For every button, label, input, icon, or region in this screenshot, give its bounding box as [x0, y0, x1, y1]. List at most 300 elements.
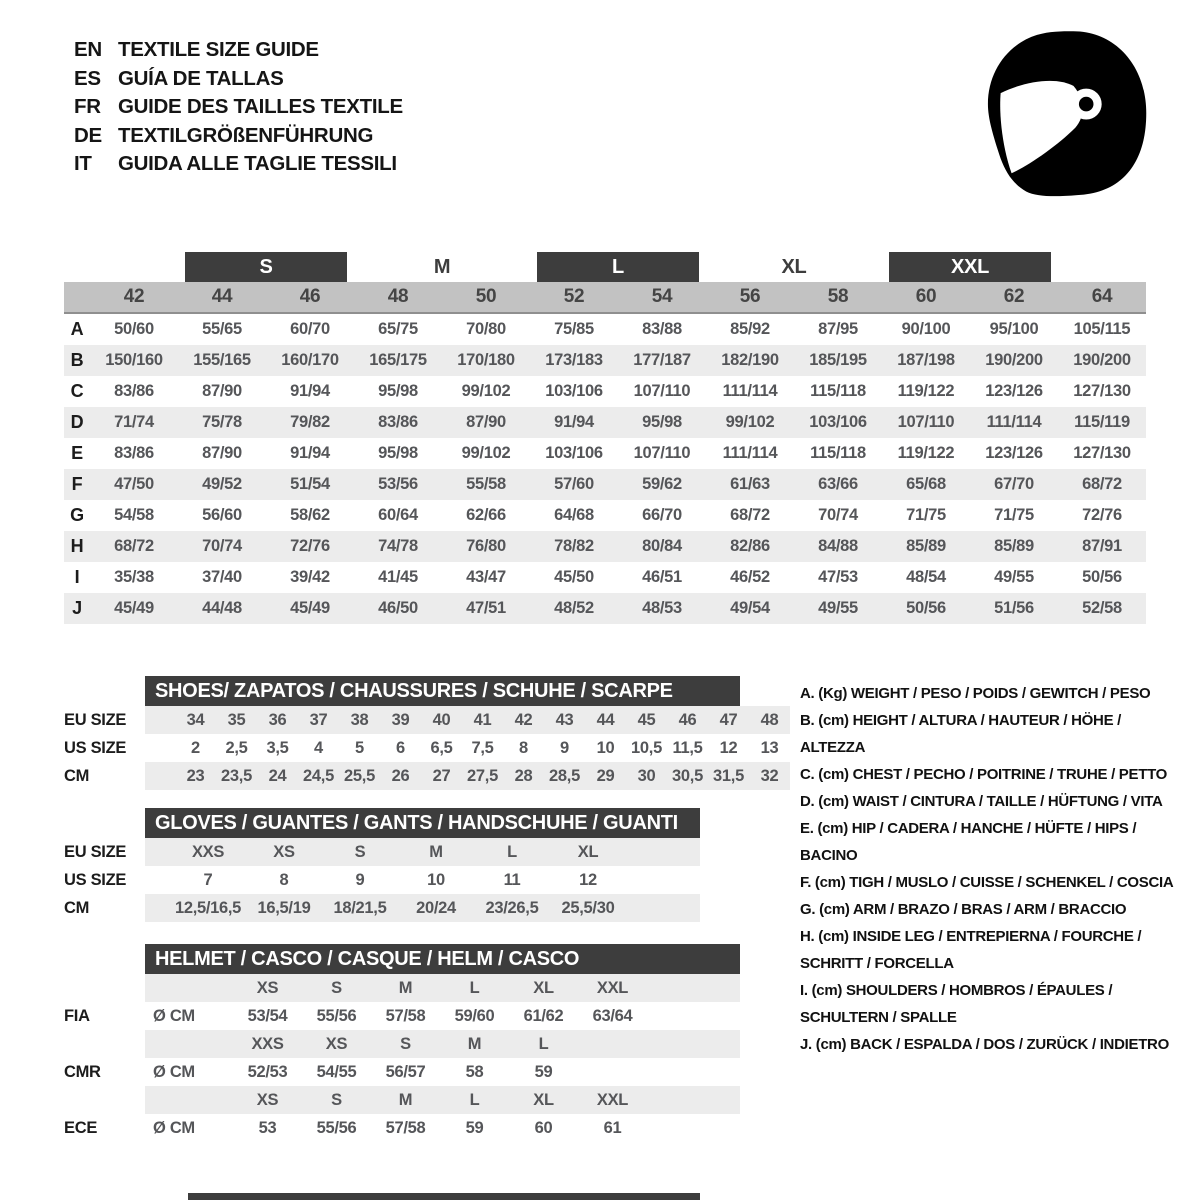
measurement-cell: 71/75 [906, 506, 946, 524]
measurement-cell: 119/122 [897, 444, 955, 462]
size-number-row [64, 282, 1146, 314]
measurement-cell: 107/110 [897, 413, 955, 431]
measurement-cell: 90/100 [901, 320, 951, 338]
size-value-cell: XL [577, 842, 599, 861]
measurement-cell: 127/130 [1073, 444, 1131, 462]
measurement-cell: 65/68 [906, 475, 946, 493]
helmet-size-section [64, 944, 804, 1142]
measurement-cell: 67/70 [994, 475, 1034, 493]
size-value-cell: XXL [596, 978, 629, 997]
measurement-cell: 46/52 [730, 568, 770, 586]
cropped-next-section-bar [188, 1193, 700, 1200]
size-value-cell: 3,5 [266, 738, 289, 757]
size-value-cell: 11,5 [672, 738, 703, 757]
measurement-cell: 66/70 [642, 506, 682, 524]
measurement-cell: 83/86 [114, 444, 154, 462]
measurement-row [64, 376, 1146, 407]
measurement-cell: 83/86 [114, 382, 154, 400]
size-value-cell: 53 [258, 1118, 277, 1137]
legend-item: F. (cm) TIGH / MUSLO / CUISSE / SCHENKEL / COSCIA [800, 874, 1174, 891]
measurement-cell: 182/190 [721, 351, 779, 369]
size-value-cell: M [398, 978, 413, 997]
measurement-cell: 49/55 [818, 599, 858, 617]
measurement-cell: 48/52 [554, 599, 594, 617]
helmet-size-row [64, 1086, 740, 1114]
measurement-cell: 60/64 [378, 506, 418, 524]
measurement-cell: 79/82 [290, 413, 330, 431]
language-code: DE [74, 123, 102, 147]
measurement-cell: 83/88 [642, 320, 682, 338]
measurement-cell: 160/170 [281, 351, 339, 369]
legend-item: A. (Kg) WEIGHT / PESO / POIDS / GEWITCH / PESO [800, 685, 1151, 702]
measurement-cell: 68/72 [1082, 475, 1122, 493]
gloves-section-title: GLOVES / GUANTES / GANTS / HANDSCHUHE / GUANTI [145, 808, 700, 838]
size-number: 58 [827, 286, 849, 307]
measurement-cell: 170/180 [457, 351, 515, 369]
size-number: 50 [475, 286, 497, 307]
section-row-label: EU SIZE [64, 710, 127, 729]
measurement-row-label: J [72, 598, 82, 618]
measurement-cell: 61/63 [730, 475, 770, 493]
size-value-cell: 23,5 [221, 766, 252, 785]
spacer [64, 252, 178, 282]
size-value-cell: 11 [503, 870, 521, 889]
size-value-cell: 39 [391, 710, 410, 729]
size-value-cell: XS [256, 978, 279, 997]
measurement-cell: 87/91 [1082, 537, 1122, 555]
measurement-cell: 82/86 [730, 537, 770, 555]
measurement-cell: 68/72 [730, 506, 770, 524]
size-value-cell: 16,5/19 [257, 898, 311, 917]
size-number: 44 [211, 286, 233, 307]
measurement-cell: 84/88 [818, 537, 858, 555]
size-value-cell: 61 [603, 1118, 622, 1137]
shoes-section-title: SHOES/ ZAPATOS / CHAUSSURES / SCHUHE / SCARPE [145, 676, 740, 706]
size-value-cell: XL [533, 1090, 554, 1109]
size-number: 60 [915, 286, 937, 307]
measurement-cell: 58/62 [290, 506, 330, 524]
measurement-cell: 76/80 [466, 537, 506, 555]
size-number: 52 [563, 286, 585, 307]
measurement-cell: 48/54 [906, 568, 946, 586]
section-row-values [145, 866, 700, 894]
size-group-label: XL [781, 255, 807, 278]
measurement-cell: 55/58 [466, 475, 506, 493]
measurement-cell: 119/122 [897, 382, 955, 400]
size-value-cell: 37 [309, 710, 328, 729]
language-row [74, 122, 403, 151]
size-group-header-row [64, 252, 1146, 282]
measurement-cell: 187/198 [897, 351, 955, 369]
size-value-cell: M [429, 842, 443, 861]
section-row-label: CM [64, 766, 90, 785]
measurement-cell: 71/74 [114, 413, 154, 431]
size-group-label: M [433, 255, 451, 278]
language-code: EN [74, 38, 102, 62]
unit-cell: Ø CM [153, 1006, 195, 1025]
size-value-cell: 63/64 [592, 1006, 633, 1025]
size-value-cell: 32 [760, 766, 779, 785]
section-row-values [145, 1086, 740, 1114]
size-value-cell: XL [533, 978, 554, 997]
measurement-cell: 78/82 [554, 537, 594, 555]
legend-item: H. (cm) INSIDE LEG / ENTREPIERNA / FOURCHE / SCHRITT / FORCELLA [800, 928, 1142, 972]
measurement-cell: 60/70 [290, 320, 330, 338]
measurement-cell: 83/86 [378, 413, 418, 431]
size-value-cell: M [398, 1090, 413, 1109]
measurement-row-label: F [71, 474, 83, 494]
measurement-row-label: A [70, 319, 84, 339]
size-value-cell: 10 [596, 738, 615, 757]
legend-item: I. (cm) SHOULDERS / HOMBROS / ÉPAULES / SCHULTERN / SPALLE [800, 982, 1113, 1026]
section-row-label [64, 1086, 145, 1114]
helmet-size-row [64, 974, 740, 1002]
size-value-cell: 10 [427, 870, 445, 889]
size-value-cell: 9 [355, 870, 365, 889]
measurement-cell: 177/187 [633, 351, 691, 369]
gloves-size-row [64, 866, 700, 894]
size-value-cell: 38 [350, 710, 369, 729]
size-value-cell: 60 [534, 1118, 553, 1137]
helmet-section-title: HELMET / CASCO / CASQUE / HELM / CASCO [145, 944, 740, 974]
size-value-cell: 47 [719, 710, 738, 729]
measurement-cell: 45/50 [554, 568, 594, 586]
size-value-cell: 61/62 [523, 1006, 564, 1025]
measurement-cell: 47/51 [466, 599, 506, 617]
measurement-cell: 51/54 [290, 475, 330, 493]
textile-size-table [64, 252, 1146, 624]
section-row-values [145, 894, 700, 922]
size-value-cell: 10,5 [631, 738, 662, 757]
language-row [74, 36, 403, 65]
measurement-cell: 50/60 [114, 320, 154, 338]
measurement-row-label: H [70, 536, 84, 556]
gloves-size-section [64, 808, 764, 922]
shoes-size-row [64, 734, 790, 762]
measurement-cell: 35/38 [114, 568, 154, 586]
size-value-cell: 59/60 [454, 1006, 495, 1025]
section-row-values [145, 706, 790, 734]
legend-item: E. (cm) HIP / CADERA / HANCHE / HÜFTE / HIPS / BACINO [800, 820, 1137, 864]
measurement-cell: 87/90 [466, 413, 506, 431]
size-value-cell: 6,5 [430, 738, 453, 757]
helmet-size-row [64, 1030, 740, 1058]
size-value-cell: 27,5 [467, 766, 498, 785]
size-value-cell: 41 [473, 710, 492, 729]
section-row-label: US SIZE [64, 738, 127, 757]
size-value-cell: XS [273, 842, 295, 861]
measurement-cell: 49/52 [202, 475, 242, 493]
measurement-cell: 80/84 [642, 537, 682, 555]
size-value-cell: 53/54 [247, 1006, 288, 1025]
size-value-cell: S [400, 1034, 411, 1053]
language-title: GUIDA ALLE TAGLIE TESSILI [118, 152, 397, 176]
measurement-legend [800, 680, 1182, 1058]
measurement-cell: 95/98 [378, 382, 418, 400]
size-value-cell: 40 [432, 710, 451, 729]
size-value-cell [578, 1030, 647, 1058]
size-value-cell: S [354, 842, 366, 861]
size-value-cell: 57/58 [385, 1118, 426, 1137]
spacer [64, 282, 90, 312]
measurement-cell: 85/89 [994, 537, 1034, 555]
legend-item: D. (cm) WAIST / CINTURA / TAILLE / HÜFTUNG / VITA [800, 793, 1163, 810]
language-title: GUIDE DES TAILLES TEXTILE [118, 95, 403, 119]
measurement-cell: 127/130 [1073, 382, 1131, 400]
section-row-label [64, 974, 145, 1002]
measurement-cell: 99/102 [461, 444, 511, 462]
measurement-cell: 46/51 [642, 568, 682, 586]
size-value-cell: S [331, 978, 342, 997]
measurement-row-label: G [70, 505, 84, 525]
measurement-cell: 99/102 [725, 413, 775, 431]
measurement-cell: 70/74 [818, 506, 858, 524]
measurement-cell: 72/76 [1082, 506, 1122, 524]
measurement-cell: 55/65 [202, 320, 242, 338]
size-value-cell: 25,5 [344, 766, 375, 785]
measurement-cell: 87/90 [202, 444, 242, 462]
measurement-cell: 123/126 [985, 444, 1043, 462]
language-row [74, 93, 403, 122]
size-group-label: XXL [889, 252, 1051, 282]
size-value-cell: 8 [519, 738, 528, 757]
size-value-cell: 12 [719, 738, 738, 757]
measurement-cell: 99/102 [461, 382, 511, 400]
measurement-cell: 91/94 [290, 444, 330, 462]
size-value-cell: 7 [203, 870, 213, 889]
size-value-cell: 29 [596, 766, 615, 785]
measurement-row [64, 345, 1146, 376]
size-value-cell: 12 [579, 870, 597, 889]
size-value-cell: 31,5 [713, 766, 744, 785]
size-group-label: L [537, 252, 699, 282]
section-row-label: US SIZE [64, 870, 127, 889]
measurement-cell: 107/110 [633, 382, 691, 400]
size-value-cell: 46 [678, 710, 697, 729]
size-value-cell: 56/57 [385, 1062, 426, 1081]
measurement-cell: 155/165 [193, 351, 251, 369]
size-number: 62 [1003, 286, 1025, 307]
measurement-cell: 165/175 [369, 351, 427, 369]
size-value-cell: 35 [227, 710, 246, 729]
section-row-values [145, 974, 740, 1002]
measurement-cell: 87/90 [202, 382, 242, 400]
size-value-cell: 55/56 [316, 1006, 357, 1025]
helmet-size-row [64, 1002, 740, 1030]
unit-cell: Ø CM [153, 1118, 195, 1137]
size-value-cell: L [507, 842, 517, 861]
measurement-row [64, 593, 1146, 624]
measurement-cell: 39/42 [290, 568, 330, 586]
measurement-cell: 44/48 [202, 599, 242, 617]
size-value-cell: 48 [760, 710, 779, 729]
measurement-cell: 50/56 [1082, 568, 1122, 586]
size-number: 42 [123, 286, 145, 307]
measurement-cell: 57/60 [554, 475, 594, 493]
size-value-cell: 44 [596, 710, 615, 729]
size-number: 46 [299, 286, 321, 307]
size-value-cell: 2,5 [225, 738, 248, 757]
size-value-cell: S [331, 1090, 342, 1109]
size-value-cell: XXL [596, 1090, 629, 1109]
helmet-size-row [64, 1114, 740, 1142]
measurement-cell: 95/98 [378, 444, 418, 462]
measurement-cell: 91/94 [290, 382, 330, 400]
size-value-cell: 30,5 [672, 766, 703, 785]
measurement-cell: 50/56 [906, 599, 946, 617]
measurement-cell: 185/195 [809, 351, 867, 369]
size-value-cell: 27 [432, 766, 451, 785]
measurement-cell: 111/114 [722, 444, 778, 462]
section-row-label: CM [64, 898, 90, 917]
size-value-cell: 20/24 [416, 898, 456, 917]
size-value-cell: 25,5/30 [561, 898, 615, 917]
measurement-row [64, 438, 1146, 469]
measurement-cell: 53/56 [378, 475, 418, 493]
size-value-cell: L [469, 978, 480, 997]
measurement-cell: 47/53 [818, 568, 858, 586]
unit-cell: Ø CM [153, 1062, 195, 1081]
measurement-row-label: B [70, 350, 84, 370]
language-code: IT [74, 152, 92, 176]
size-value-cell: XS [325, 1034, 348, 1053]
measurement-cell: 47/50 [114, 475, 154, 493]
size-value-cell: 52/53 [247, 1062, 288, 1081]
measurement-row-label: I [74, 567, 80, 587]
legend-item: B. (cm) HEIGHT / ALTURA / HAUTEUR / HÖHE / ALTEZZA [800, 712, 1122, 756]
section-row-values [145, 762, 790, 790]
gloves-size-row [64, 838, 700, 866]
measurement-row [64, 314, 1146, 345]
measurement-cell: 62/66 [466, 506, 506, 524]
measurement-cell: 91/94 [554, 413, 594, 431]
size-value-cell: 54/55 [316, 1062, 357, 1081]
measurement-cell: 41/45 [378, 568, 418, 586]
language-title-block [74, 36, 403, 179]
measurement-cell: 107/110 [633, 444, 691, 462]
size-number: 54 [651, 286, 673, 307]
measurement-cell: 65/75 [378, 320, 418, 338]
size-value-cell: 8 [279, 870, 289, 889]
size-value-cell [578, 1058, 647, 1086]
measurement-cell: 46/50 [378, 599, 418, 617]
measurement-cell: 70/80 [466, 320, 506, 338]
shoes-size-section [64, 676, 804, 790]
measurement-cell: 103/106 [545, 444, 603, 462]
section-row-label: CMR [64, 1062, 101, 1081]
section-row-values [145, 1114, 740, 1142]
measurement-cell: 45/49 [290, 599, 330, 617]
measurement-cell: 74/78 [378, 537, 418, 555]
measurement-cell: 49/54 [730, 599, 770, 617]
measurement-cell: 111/114 [722, 382, 778, 400]
size-value-cell: L [469, 1090, 480, 1109]
language-title: TEXTILE SIZE GUIDE [118, 38, 319, 62]
section-row-values [145, 1058, 740, 1086]
measurement-row [64, 407, 1146, 438]
size-value-cell: 42 [514, 710, 533, 729]
measurement-cell: 54/58 [114, 506, 154, 524]
measurement-cell: 45/49 [114, 599, 154, 617]
measurement-cell: 95/100 [989, 320, 1039, 338]
section-row-values [145, 1002, 740, 1030]
size-value-cell: 45 [637, 710, 656, 729]
size-value-cell: 28 [514, 766, 533, 785]
language-code: ES [74, 66, 101, 90]
measurement-cell: 68/72 [114, 537, 154, 555]
legend-item: J. (cm) BACK / ESPALDA / DOS / ZURÜCK / INDIETRO [800, 1036, 1169, 1053]
measurement-row [64, 562, 1146, 593]
helmet-size-row [64, 1058, 740, 1086]
racing-helmet-icon [975, 24, 1161, 206]
size-value-cell: 18/21,5 [333, 898, 387, 917]
size-group-label: S [185, 252, 347, 282]
measurement-cell: 190/200 [1073, 351, 1131, 369]
measurement-row [64, 469, 1146, 500]
language-title: TEXTILGRÖßENFÜHRUNG [118, 123, 374, 147]
language-row [74, 65, 403, 94]
size-value-cell: L [538, 1034, 549, 1053]
measurement-row [64, 500, 1146, 531]
legend-item: C. (cm) CHEST / PECHO / POITRINE / TRUHE / PETTO [800, 766, 1168, 783]
size-value-cell: 43 [555, 710, 574, 729]
size-value-cell: 55/56 [316, 1118, 357, 1137]
size-value-cell: 6 [396, 738, 405, 757]
size-value-cell: 4 [314, 738, 323, 757]
size-value-cell: 23 [186, 766, 205, 785]
section-row-values [145, 838, 700, 866]
measurement-row [64, 531, 1146, 562]
measurement-cell: 37/40 [202, 568, 242, 586]
shoes-size-row [64, 706, 790, 734]
size-value-cell: 59 [534, 1062, 553, 1081]
size-value-cell: 28,5 [549, 766, 580, 785]
measurement-cell: 49/55 [994, 568, 1034, 586]
size-value-cell: XS [256, 1090, 279, 1109]
measurement-cell: 85/92 [730, 320, 770, 338]
size-value-cell: XXS [251, 1034, 284, 1053]
measurement-cell: 51/56 [994, 599, 1034, 617]
size-number: 48 [387, 286, 409, 307]
section-row-label: ECE [64, 1118, 98, 1137]
size-value-cell: 26 [391, 766, 410, 785]
measurement-cell: 48/53 [642, 599, 682, 617]
size-value-cell: 12,5/16,5 [174, 898, 242, 917]
measurement-cell: 115/118 [810, 444, 866, 462]
size-number: 56 [739, 286, 761, 307]
size-value-cell: 7,5 [471, 738, 494, 757]
measurement-cell: 75/78 [202, 413, 242, 431]
measurement-cell: 75/85 [554, 320, 594, 338]
measurement-row-label: E [71, 443, 83, 463]
language-code: FR [74, 95, 101, 119]
measurement-cell: 64/68 [554, 506, 594, 524]
size-value-cell: M [467, 1034, 482, 1053]
measurement-cell: 85/89 [906, 537, 946, 555]
shoes-size-row [64, 762, 790, 790]
section-row-label [64, 1030, 145, 1058]
measurement-cell: 123/126 [985, 382, 1043, 400]
measurement-cell: 72/76 [290, 537, 330, 555]
measurement-cell: 56/60 [202, 506, 242, 524]
section-row-values [145, 1030, 740, 1058]
size-number: 64 [1091, 286, 1113, 307]
measurement-cell: 173/183 [545, 351, 603, 369]
section-row-label: FIA [64, 1006, 90, 1025]
size-value-cell: XXS [191, 842, 225, 861]
measurement-cell: 115/118 [810, 382, 866, 400]
size-value-cell: 13 [760, 738, 779, 757]
